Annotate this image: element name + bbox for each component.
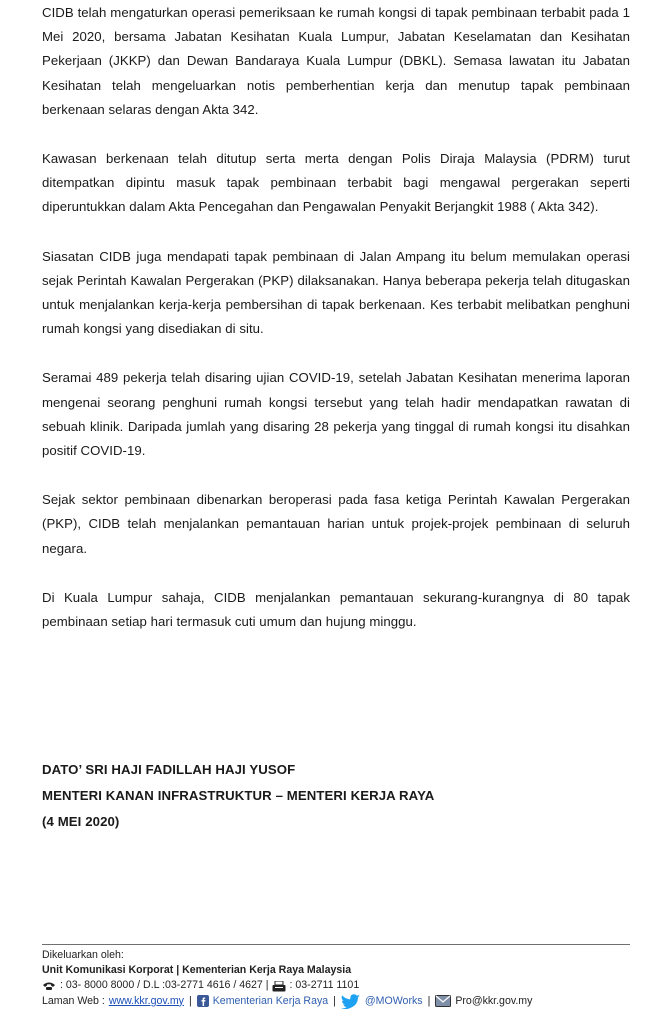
facebook-icon	[197, 995, 209, 1007]
footer	[42, 948, 642, 1009]
fax-icon	[272, 981, 286, 992]
issued-by-label: Dikeluarkan oleh:	[42, 949, 124, 961]
paragraph-kuala-lumpur: Di Kuala Lumpur sahaja, CIDB menjalankan pemantauan sekurang-kurangnya di 80 tapak pembinaan setiap hari termasuk cuti umum dan hujung minggu.	[42, 589, 630, 630]
facebook-page-link[interactable]: Kementerian Kerja Raya	[212, 994, 329, 1007]
signatory-title: MENTERI KANAN INFRASTRUKTUR – MENTERI KERJA RAYA	[42, 788, 435, 803]
paragraph-site-closure: Kawasan berkenaan telah ditutup serta merta dengan Polis Diraja Malaysia (PDRM) turut ditempatkan dipintu masuk tapak pembinaan terbabit bagi mengawal pergerakan seperti diperuntukkan dalam Akta Pencegahan dan Pengawalan Penyakit Berjangkit 1988 ( Akta 342).	[42, 151, 630, 215]
press-release-body	[42, 1, 630, 659]
paragraph-investigation: Siasatan CIDB juga mendapati tapak pembinaan di Jalan Ampang itu belum memulakan operasi sejak Perintah Kawalan Pergerakan (PKP) dilaksanakan. Hanya beberapa pekerja telah ditugaskan untuk menjalankan kerja-kerja pembersihan di tapak berkenaan. Kes terbabit melibatkan penghuni rumah kongsi yang disediakan di situ.	[42, 248, 630, 337]
email-icon	[435, 995, 451, 1007]
release-date: (4 MEI 2020)	[42, 814, 120, 829]
fax-number: : 03-2711 1101	[289, 979, 360, 992]
separator: |	[188, 994, 192, 1007]
separator: |	[333, 994, 336, 1007]
phone-icon	[42, 981, 56, 991]
email-address[interactable]: Pro@kkr.gov.my	[455, 994, 533, 1007]
website-link[interactable]: www.kkr.gov.my	[108, 994, 184, 1007]
separator: |	[427, 994, 431, 1007]
footer-divider	[42, 944, 630, 945]
paragraph-monitoring: Sejak sektor pembinaan dibenarkan beroperasi pada fasa ketiga Perintah Kawalan Pergerakan (PKP), CIDB telah menjalankan pemantauan harian untuk projek-projek pembinaan di seluruh negara.	[42, 492, 630, 556]
paragraph-inspection: CIDB telah mengaturkan operasi pemeriksaan ke rumah kongsi di tapak pembinaan terbabit pada 1 Mei 2020, bersama Jabatan Kesihatan Kuala Lumpur, Jabatan Keselamatan dan Kesihatan Pekerjaan (JKKP) dan Dewan Bandaraya Kuala Lumpur (DBKL). Semasa lawatan itu Jabatan Kesihatan telah mengeluarkan notis pemberhentian kerja dan menutup tapak pembinaan berkenaan selaras dengan Akta 342.	[42, 5, 630, 117]
signature-block	[42, 757, 630, 835]
website-label: Laman Web :	[42, 994, 105, 1007]
paragraph-screening: Seramai 489 pekerja telah disaring ujian COVID-19, setelah Jabatan Kesihatan menerima laporan mengenai seorang penghuni rumah kongsi tersebut yang telah hadir mendapatkan rawatan di sebuah klinik. Daripada jumlah yang disaring 28 pekerja yang tinggal di rumah kongsi itu disahkan positif COVID-19.	[42, 370, 630, 459]
signatory-name: DATO’ SRI HAJI FADILLAH HAJI YUSOF	[42, 762, 296, 777]
twitter-icon	[341, 994, 361, 1009]
online-links-row	[42, 994, 642, 1009]
twitter-handle[interactable]: @MOWorks	[364, 994, 423, 1007]
issuing-organization: Unit Komunikasi Korporat | Kementerian Kerja Raya Malaysia	[42, 964, 352, 977]
phone-numbers: : 03- 8000 8000 / D.L :03-2771 4616 / 4627 |	[60, 979, 269, 992]
contact-row	[42, 978, 642, 993]
